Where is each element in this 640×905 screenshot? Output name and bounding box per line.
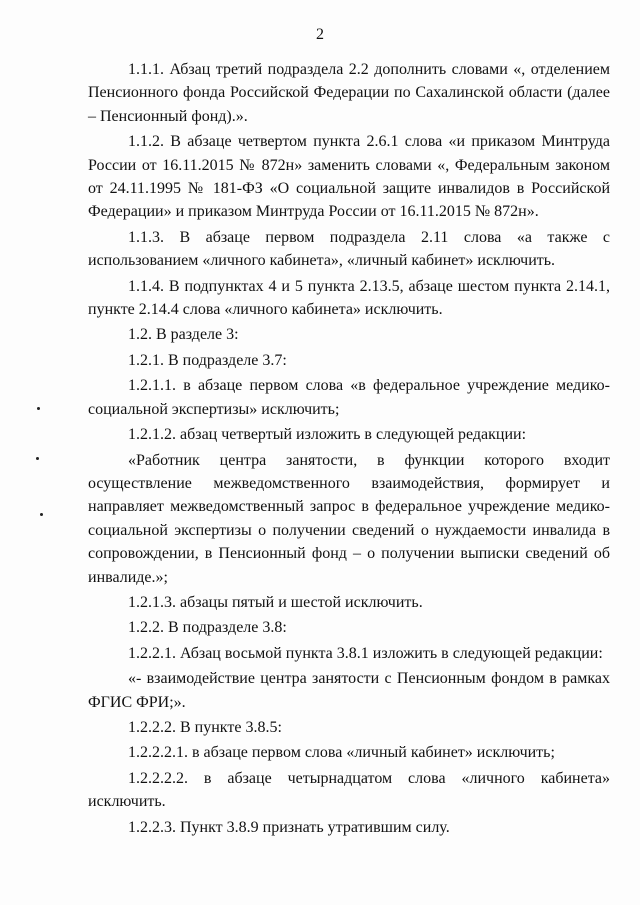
paragraph-1-2-1-2: 1.2.1.2. абзац четвертый изложить в следующей редакции: [128, 426, 527, 444]
paragraph-1-2-1-1: 1.2.1.1. в абзаце первом слова «в федеральное учреждение медико-социальной экспертизы» исключить; [88, 377, 610, 418]
paragraph-1-2-1: 1.2.1. В подразделе 3.7: [128, 351, 287, 369]
scan-speck [36, 457, 39, 460]
paragraph-1-1-1: 1.1.1. Абзац третий подраздела 2.2 дополнить словами «, отделением Пенсионного фонда Российской Федерации по Сахалинской области (далее – Пенсионный фонд).». [88, 61, 610, 125]
paragraph-1-2-2-2-1: 1.2.2.2.1. в абзаце первом слова «личный кабинет» исключить; [128, 744, 555, 762]
paragraph-1-2-2: 1.2.2. В подразделе 3.8: [128, 619, 287, 637]
paragraph-1-1-4: 1.1.4. В подпунктах 4 и 5 пункта 2.13.5, абзаце шестом пункта 2.14.1, пункте 2.14.4 слова «личного кабинета» исключить. [88, 277, 610, 319]
paragraph-1-2-2-2: 1.2.2.2. В пункте 3.8.5: [128, 718, 282, 736]
paragraph-1-2-2-3: 1.2.2.3. Пункт 3.8.9 признать утратившим силу. [128, 818, 450, 836]
paragraph-1-2-2-1: 1.2.2.1. Абзац восьмой пункта 3.8.1 изложить в следующей редакции: [128, 644, 603, 662]
paragraph-quoted-interaction: «- взаимодействие центра занятости с Пенсионным фондом в рамках ФГИС ФРИ;». [88, 670, 610, 711]
paragraph-quoted-worker: «Работник центра занятости, в функции которого входит осуществление межведомственного взаимодействия, формирует и направляет межведомственный запрос в федеральное учреждение медико-социальной экспертизы о получении сведений о нуждаемости инвалида в сопровождении, в Пенсионный фонд – о получении выписки сведений об инвалиде.»; [88, 451, 610, 586]
page-number: 2 [316, 26, 324, 43]
paragraph-1-2: 1.2. В разделе 3: [128, 326, 239, 344]
paragraph-1-2-1-3: 1.2.1.3. абзацы пятый и шестой исключить. [128, 593, 423, 611]
scan-speck [40, 513, 43, 516]
paragraph-1-1-2: 1.1.2. В абзаце четвертом пункта 2.6.1 слова «и приказом Минтруда России от 16.11.2015 № 872н» заменить словами «, Федеральным законом от 24.11.1995 № 181-ФЗ «О социальной защите инвалидов в Российской Федерации» и приказом Минтруда России от 16.11.2015 № 872н». [88, 133, 610, 221]
paragraph-1-1-3: 1.1.3. В абзаце первом подраздела 2.11 слова «а также с использованием «личного кабинета», «личный кабинет» исключить. [88, 228, 610, 270]
paragraph-1-2-2-2-2: 1.2.2.2.2. в абзаце четырнадцатом слова «личного кабинета» исключить. [88, 769, 610, 811]
document-body [88, 58, 610, 839]
scan-speck [37, 407, 40, 410]
